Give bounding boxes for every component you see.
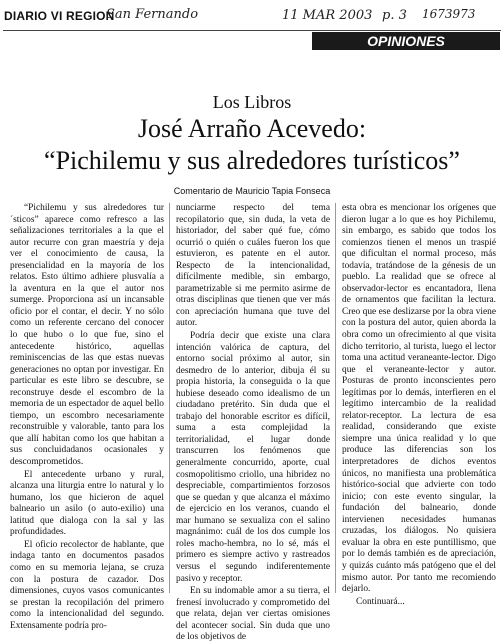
newspaper-name: DIARIO VI REGION <box>4 9 115 23</box>
paragraph: El antecedente urbano y rural, alcanza una liturgia entre lo natural y lo humano, los que hicieron de aquel balneario un asilo (o auto-exilio) una latitud que dialoga con la sal y las profundidades. <box>10 469 164 538</box>
clipping-header <box>4 9 500 29</box>
section-label: OPINIONES <box>312 32 500 50</box>
article-byline: Comentario de Mauricio Tapia Fonseca <box>173 186 331 196</box>
text-column-2 <box>176 203 330 643</box>
paragraph: nunciarme respecto del tema recopilatorio que, sin duda, la veta de historiador, del saber qué fue, cómo ocurrió o quién o cuáles fueron los que estuvieron, es patente en el autor. Respecto de la intencionalidad, difícilmente medible, sin embargo, parametrizable si me permito asirme de otras disciplinas que tienen que ver más con apreciación humana que tuve del autor. <box>176 203 330 329</box>
paragraph: Podría decir que existe una clara intención valórica de captura, del entorno social próximo al autor, sin desmedro de lo anterior, dibuja él su propia historia, la conseguida o la que hubiese deseado como idealismo de un ciudadano pretérito. Sin duda que el trabajo del honorable escritor es difícil, suma a esta complejidad la territorialidad, el lugar donde transcurren los fenómenos que generalmente concurrido, aporte, cual cosmopolitismo criollo, una hibridez no despreciable, compartimientos forzosos que se quedan y que alcanza el máximo de ejercicio en los veranos, cuando el mar humano se sexualiza con el salino magnánimo: cuál de los dos cumple los roles macho-hembra, no lo sé, más el primero es siempre activo y rastreados versus el segundo indiferentemente pasivo y receptor. <box>176 331 330 584</box>
paragraph: “Pichilemu y sus alrededores tur´sticos” aparece como refresco a las señalizaciones territoriales a la que el autor recurre con gran maestría y deja ver el conocimiento de causa, la presencialidad en la mayoría de los relatos. Esto último adhiere plusvalía a la aventura en la que el autor nos sumerge. Proporciona así un incansable oficio por el contar, el decir. Y no sólo como un referente cercano del conocer lo que hubo o lo que fue, sino el antecedente histórico, aquellas reminiscencias de las que estas nuevas generaciones no optan por investigar. En particular es este libro se descubre, se reconstruye desde el escombro de la memoria de un espectador de aquel bello tiempo, un escombro necesariamente reconstruible y valorable, tanto para los que allí habitan como los que habitan a sus concluidadanos ocasionales y descomprometidos. <box>10 203 164 468</box>
article-title-line-1: José Arraño Acevedo: <box>137 114 367 143</box>
handwritten-reference-number: 1673973 <box>422 7 476 21</box>
text-column-1 <box>10 203 164 631</box>
paragraph: El oficio recolector de hablante, que indaga tanto en documentos pasados como en su memoria lejana, se cruza con la postura de cazador. Dos dimensiones, cuyos vasos comunicantes se prestan la recopilación del primero como la intencionalidad del segundo. Extensamente podría pro- <box>10 539 164 631</box>
article-kicker: Los Libros <box>212 92 292 112</box>
continued-label: Continuará... <box>356 596 405 607</box>
article-title-line-2: “Pichilemu y sus alrededores turísticos” <box>44 146 460 175</box>
handwritten-place: San Fernando <box>106 7 199 22</box>
handwritten-page: p. 3 <box>382 8 407 23</box>
column-divider <box>169 203 170 593</box>
header-rule <box>3 30 501 31</box>
handwritten-date: 11 MAR 2003 <box>282 8 373 23</box>
paragraph: esta obra es mencionar los orígenes que dieron lugar a lo que es hoy Pichilemu, sin embargo, es sabido que todos los comienzos tienen el menos un traspié que dificultan el normal proceso, más todavía, tratándose de la génesis de un pueblo. La realidad que se ofrece al observador-lector es encantadora, llena de ornamentos que facilitan la lectura. Creo que ese deslizarse por la obra viene con la postura del autor, quien aborda la obra como un ofrecimiento al que visita dicho territorio, al turista, luego el lector toma una actitud veraneante-lector. Digo que el veraneante-lector y autor. Posturas de pronto inconscientes pero legítimas por lo demás, interfieren en el legítimo intercambio de la realidad relator-receptor. La lectura de esa realidad, considerando que existe siempre una única realidad y lo que produce las diferencias son los interpretadores de dichos eventos únicos, no manifiesta una problemática histórico-social que advierte con todo inicio; con este evento singular, la fundación del balneario, donde intervienen necesidades humanas cruzadas, los diálogos. No quisiera evaluar la obra en este puntillismo, que por lo demás también es de apreciación, y quizás cuánto más patógeno que el del mismo autor. Por tanto me recomiendo dejarlo. <box>342 203 496 595</box>
text-column-3 <box>342 203 496 607</box>
column-divider <box>335 203 336 593</box>
paragraph: En su indomable amor a su tierra, el frenesí involucrado y comprometido del que relata, dejan ver ciertas omisiones del acontecer social. Sin duda que uno de los objetivos de <box>176 586 330 643</box>
